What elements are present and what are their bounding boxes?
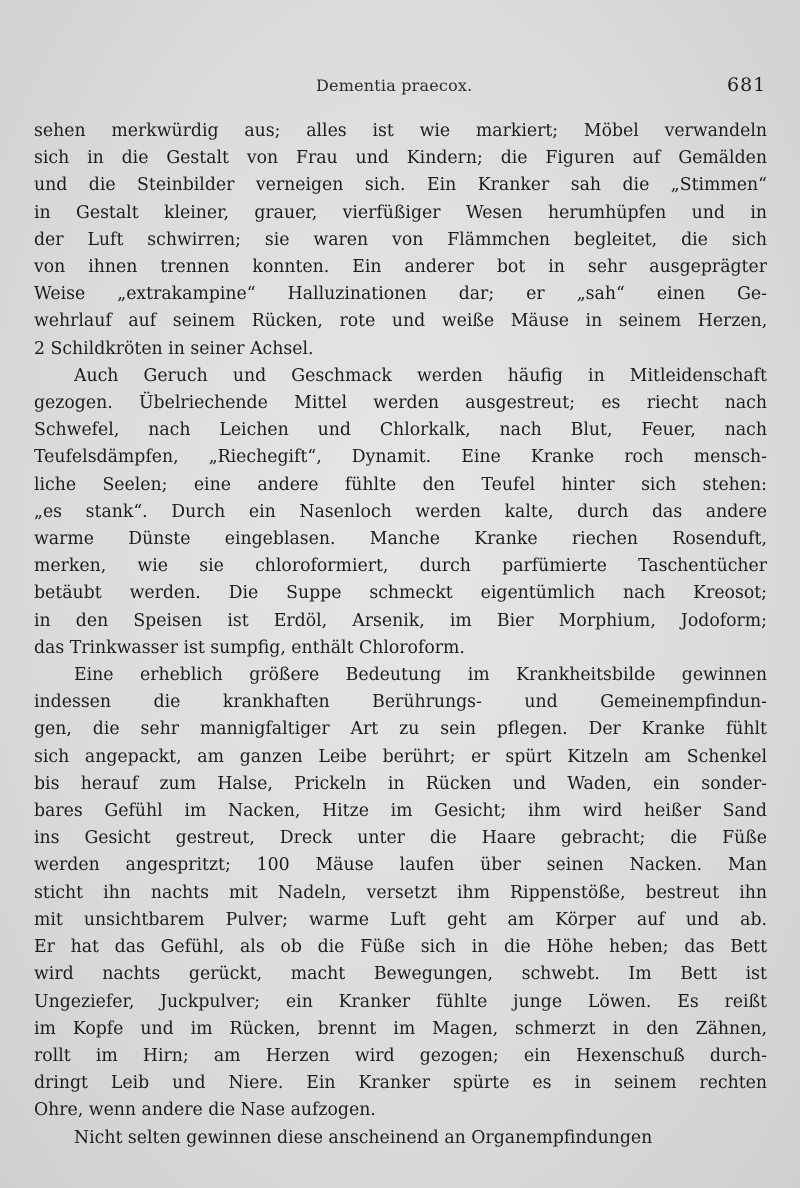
running-title: Dementia praecox. <box>316 76 473 95</box>
paragraph-4 <box>34 1125 767 1152</box>
text-line: Ohre, wenn andere die Nase aufzogen. <box>34 1100 376 1121</box>
text-line: sticht ihn nachts mit Nadeln, versetzt ihm Rippenstöße, bestreut ihn <box>34 882 767 903</box>
text-line: sehen merkwürdig aus; alles ist wie markiert; Möbel verwandeln <box>34 121 767 141</box>
text-line: Eine erheblich größere Bedeutung im Krankheitsbilde gewinnen <box>74 665 767 686</box>
text-line: sich angepackt, am ganzen Leibe berührt; er spürt Kitzeln am Schenkel <box>34 746 767 767</box>
text-line: Weise „extrakampine“ Halluzinationen dar; er „sah“ einen Ge- <box>34 284 767 305</box>
text-line: 2 Schildkröten in seiner Achsel. <box>34 338 314 359</box>
text-line: Er hat das Gefühl, als ob die Füße sich in die Höhe heben; das Bett <box>34 937 767 958</box>
text-line: warme Dünste eingeblasen. Manche Kranke riechen Rosenduft, <box>34 529 767 550</box>
text-line: in den Speisen ist Erdöl, Arsenik, im Bier Morphium, Jodoform; <box>34 610 767 631</box>
text-line: werden angespritzt; 100 Mäuse laufen über seinen Nacken. Man <box>34 855 767 876</box>
paragraph-2 <box>34 363 767 662</box>
text-line: sich in die Gestalt von Frau und Kindern; die Figuren auf Gemälden <box>34 148 767 169</box>
body-text <box>34 118 767 1152</box>
page-header <box>0 74 800 104</box>
text-line: dringt Leib und Niere. Ein Kranker spürte es in seinem rechten <box>34 1073 767 1094</box>
text-line: Teufelsdämpfen, „Riechegift“, Dynamit. Eine Kranke roch mensch- <box>34 447 767 468</box>
text-line: wird nachts gerückt, macht Bewegungen, schwebt. Im Bett ist <box>34 964 767 985</box>
text-line: merken, wie sie chloroformiert, durch parfümierte Taschentücher <box>34 556 767 577</box>
text-line: indessen die krankhaften Berührungs- und Gemeinempfindun- <box>34 692 767 713</box>
text-line: „es stank“. Durch ein Nasenloch werden kalte, durch das andere <box>34 501 767 522</box>
text-line: bis herauf zum Halse, Prickeln in Rücken und Waden, ein sonder- <box>34 773 767 794</box>
text-line: und die Steinbilder verneigen sich. Ein Kranker sah die „Stimmen“ <box>34 175 767 196</box>
text-line: liche Seelen; eine andere fühlte den Teufel hinter sich stehen: <box>34 474 767 495</box>
text-line: gen, die sehr mannigfaltiger Art zu sein pflegen. Der Kranke fühlt <box>34 719 767 740</box>
text-line: betäubt werden. Die Suppe schmeckt eigentümlich nach Kreosot; <box>34 583 767 604</box>
text-line: Schwefel, nach Leichen und Chlorkalk, nach Blut, Feuer, nach <box>34 420 767 441</box>
text-line: wehrlauf auf seinem Rücken, rote und weiße Mäuse in seinem Herzen, <box>34 311 767 332</box>
paragraph-3 <box>34 662 767 1124</box>
text-line: der Luft schwirren; sie waren von Flämmchen begleitet, die sich <box>34 229 767 250</box>
text-line: von ihnen trennen konnten. Ein anderer bot in sehr ausgeprägter <box>34 257 767 278</box>
text-line: im Kopfe und im Rücken, brennt im Magen, schmerzt in den Zähnen, <box>34 1018 767 1039</box>
text-line: Auch Geruch und Geschmack werden häufig in Mitleidenschaft <box>74 365 767 386</box>
page-number: 681 <box>727 74 767 96</box>
text-line: gezogen. Übelriechende Mittel werden ausgestreut; es riecht nach <box>34 393 767 414</box>
paragraph-1 <box>34 118 767 363</box>
text-line: bares Gefühl im Nacken, Hitze im Gesicht; ihm wird heißer Sand <box>34 801 767 822</box>
text-line: mit unsichtbarem Pulver; warme Luft geht am Körper auf und ab. <box>34 909 767 930</box>
text-line: in Gestalt kleiner, grauer, vierfüßiger Wesen herumhüpfen und in <box>34 202 767 223</box>
text-line: rollt im Hirn; am Herzen wird gezogen; ein Hexenschuß durch- <box>34 1045 767 1066</box>
text-line: das Trinkwasser ist sumpfig, enthält Chloroform. <box>34 637 465 658</box>
text-line: Ungeziefer, Juckpulver; ein Kranker fühlte junge Löwen. Es reißt <box>34 991 767 1012</box>
text-line: Nicht selten gewinnen diese anscheinend an Organempfindungen <box>74 1127 653 1148</box>
text-line: ins Gesicht gestreut, Dreck unter die Haare gebracht; die Füße <box>34 828 767 849</box>
